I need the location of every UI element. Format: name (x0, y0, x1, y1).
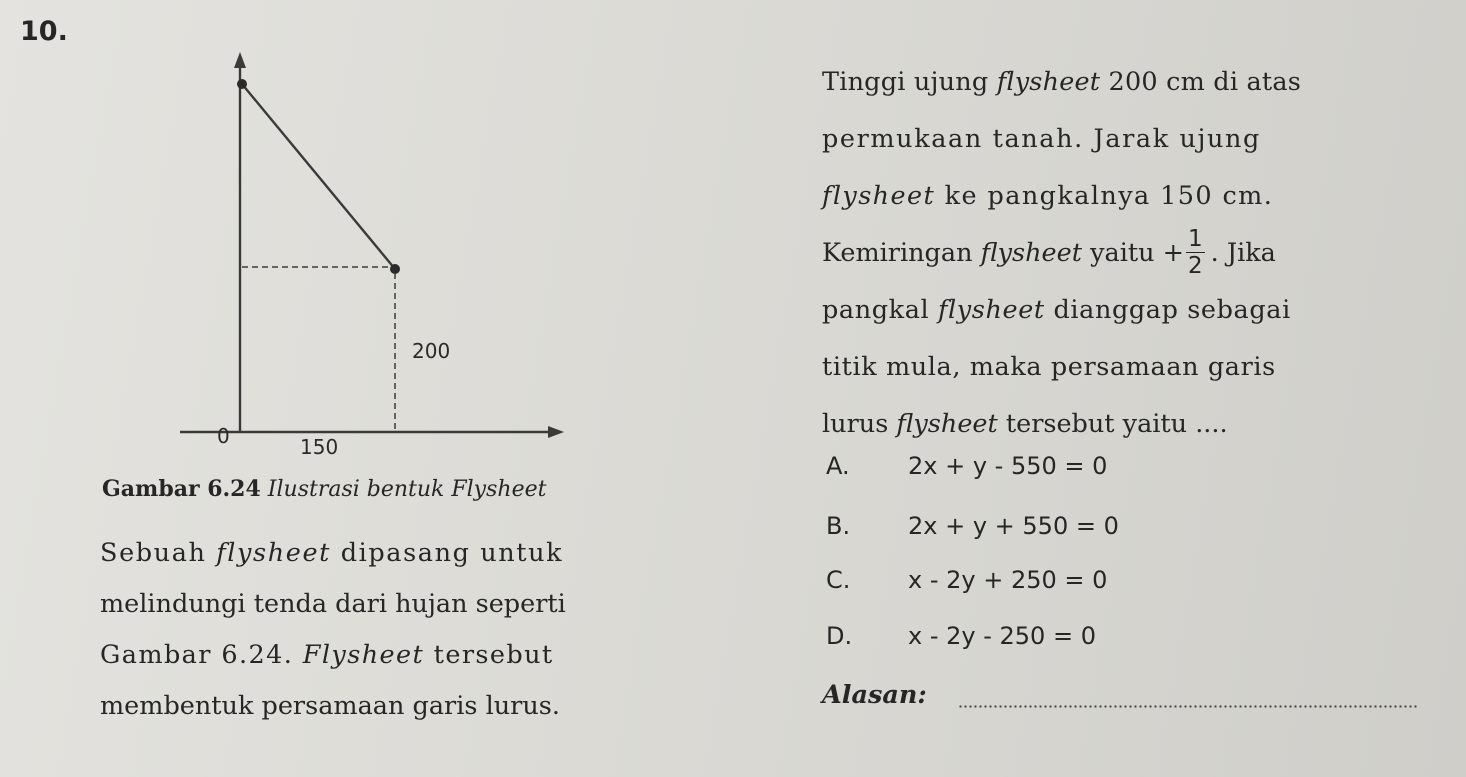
question-paragraph (822, 54, 1442, 453)
left-line-2: melindungi tenda dari hujan seperti (100, 589, 566, 619)
label-150: 150 (300, 435, 339, 459)
left-line-4: membentuk persamaan garis lurus. (100, 691, 560, 721)
label-200: 200 (412, 339, 451, 363)
right-line-2: permukaan tanah. Jarak ujung (822, 124, 1261, 154)
right-line-6: titik mula, maka persamaan garis (822, 352, 1276, 382)
flysheet-line (242, 84, 395, 269)
label-0: 0 (217, 424, 230, 448)
right-line-3: flysheet ke pangkalnya 150 cm. (822, 181, 1274, 211)
left-line-1: Sebuah flysheet dipasang untuk (100, 538, 564, 568)
flysheet-figure (160, 40, 580, 470)
slope-fraction: $\frac{1}{2}$ (1188, 225, 1203, 279)
left-line-3: Gambar 6.24. Flysheet tersebut (100, 640, 554, 670)
option-d[interactable]: D. x - 2y - 250 = 0 (826, 622, 1096, 650)
option-a[interactable]: A. 2x + y - 550 = 0 (826, 452, 1108, 480)
reason-answer-line[interactable] (958, 704, 1418, 710)
y-axis-arrow (234, 52, 246, 68)
flysheet-top-point (237, 79, 247, 89)
caption-italic: Ilustrasi bentuk Flysheet (267, 477, 547, 502)
problem-context-paragraph (100, 528, 700, 732)
figure-caption (102, 476, 546, 502)
reason-label: Alasan: (822, 680, 927, 710)
caption-bold: Gambar 6.24 (102, 476, 261, 502)
right-line-4: Kemiringan flysheet yaitu + $\frac{1}{2}$ . Jika (822, 225, 1276, 279)
x-axis-arrow (548, 426, 564, 438)
question-number: 10. (20, 16, 68, 47)
option-c[interactable]: C. x - 2y + 250 = 0 (826, 566, 1108, 594)
option-b[interactable]: B. 2x + y + 550 = 0 (826, 512, 1119, 540)
right-line-5: pangkal flysheet dianggap sebagai (822, 295, 1291, 325)
flysheet-end-point (390, 264, 400, 274)
right-line-1: Tinggi ujung flysheet 200 cm di atas (822, 67, 1302, 97)
right-line-7: lurus flysheet tersebut yaitu .... (822, 409, 1228, 439)
